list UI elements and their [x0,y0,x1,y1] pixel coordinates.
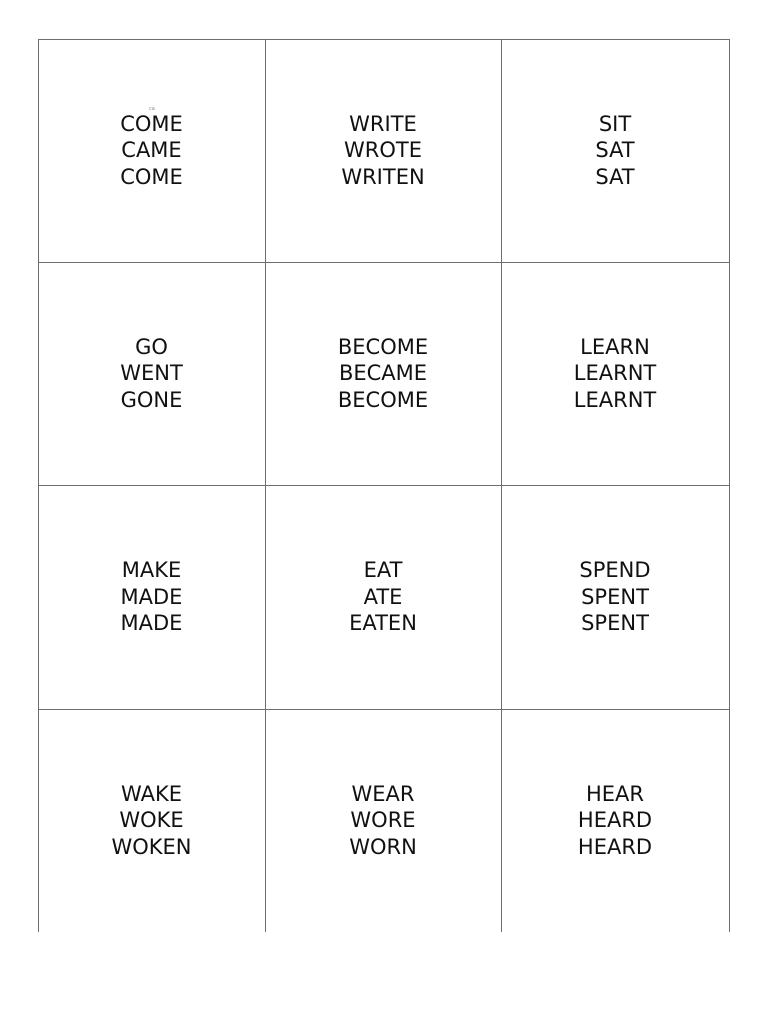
past-participle: WRITEN [341,164,425,189]
base-form: EAT [363,558,403,583]
past-simple: SAT [595,138,635,163]
verb-card-make [38,485,265,709]
past-simple: ATE [363,584,403,609]
verb-card-learn [501,262,729,485]
verb-card-spend [501,485,729,709]
past-simple: MADE [120,584,183,609]
past-simple: SPENT [581,584,649,609]
grid-line-right [729,39,730,932]
past-participle: COME [120,164,183,189]
past-participle: LEARNT [573,387,657,412]
past-simple: CAME [121,138,182,163]
past-participle: BECOME [337,387,429,412]
verb-card-eat [265,485,501,709]
past-participle: HEARD [577,834,653,859]
verb-card-wear [265,709,501,932]
past-participle: SPENT [581,611,649,636]
past-simple: WORE [350,808,416,833]
base-form: WRITE [349,111,417,136]
base-form: BECOME [337,334,429,359]
past-participle: MADE [120,611,183,636]
past-participle: WORN [349,834,417,859]
past-participle: GONE [120,387,183,412]
past-participle: WOKEN [111,834,192,859]
base-form: COME [120,111,183,136]
past-participle: EATEN [349,611,417,636]
past-simple: WENT [120,361,183,386]
verb-card-write [265,39,501,262]
base-form: SPEND [579,558,651,583]
past-simple: WOKE [119,808,184,833]
stray-mark: ca [149,106,155,112]
past-simple: HEARD [577,808,653,833]
past-simple: BECAME [338,361,428,386]
base-form: LEARN [580,334,650,359]
verb-card-hear [501,709,729,932]
base-form: WAKE [120,781,183,806]
verb-card-become [265,262,501,485]
verb-card-come [38,39,265,262]
past-simple: LEARNT [573,361,657,386]
base-form: SIT [598,111,632,136]
base-form: WEAR [351,781,415,806]
base-form: HEAR [585,781,645,806]
verb-card-sit [501,39,729,262]
base-form: GO [135,334,168,359]
past-simple: WROTE [344,138,422,163]
verb-card-wake [38,709,265,932]
past-participle: SAT [595,164,635,189]
verb-card-grid [38,39,730,932]
base-form: MAKE [121,558,182,583]
verb-card-go [38,262,265,485]
